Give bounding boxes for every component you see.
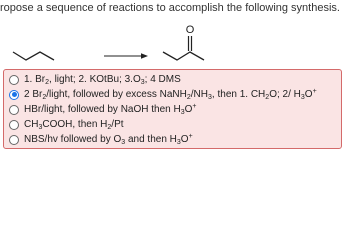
answer-option-label: HBr/light, followed by NaOH then $H_3O^+$ [24,103,197,116]
answer-option-3[interactable] [4,102,341,117]
carbonyl-oxygen-label: O [185,24,195,36]
radio-button[interactable] [9,105,19,115]
answer-option-label: $CH_3COOH$, then $H_2/Pt$ [24,119,124,131]
reaction-arrow [104,53,148,58]
question-prompt: ropose a sequence of reactions to accomplish the following synthesis. [0,2,340,14]
answer-option-4[interactable] [4,117,341,132]
answer-choices [3,69,342,149]
answer-option-label: 1. $Br_2$, light; 2. KOtBu; $3.O_3$; 4 DMS [24,74,181,86]
radio-button[interactable] [9,75,19,85]
product-structure [163,24,204,60]
radio-button[interactable] [9,135,19,145]
radio-button[interactable] [9,120,19,130]
answer-option-5[interactable] [4,132,341,147]
radio-button[interactable] [9,90,19,100]
answer-option-2[interactable] [4,87,341,102]
reaction-scheme [0,18,350,68]
answer-option-label: NBS/hv followed by $O_3$ and then $H_3O^+$ [24,133,193,146]
starting-material-structure [13,52,54,60]
answer-option-label: 2 $Br_2$/light, followed by excess $NaNH_2/NH_3$, then 1. $CH_2O$; 2/ $H_3O^+$ [24,88,317,101]
answer-option-1[interactable] [4,72,341,87]
